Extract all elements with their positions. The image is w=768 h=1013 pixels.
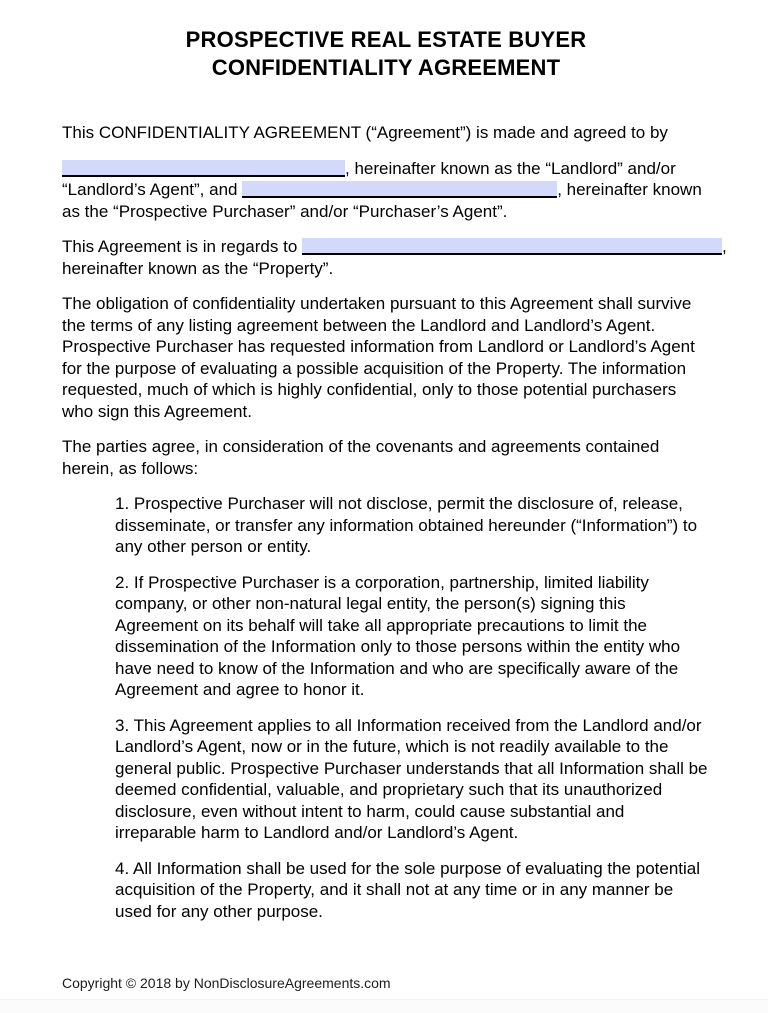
clause-1-text: Prospective Purchaser will not disclose, permit the disclosure of, release, disseminate, or transfer any information obtained hereunder (“Information”) to any other person or entity. (115, 494, 698, 556)
document-title-line1: PROSPECTIVE REAL ESTATE BUYER (185, 27, 587, 52)
property-paragraph (62, 236, 742, 279)
parties-paragraph (62, 158, 710, 223)
clause-3 (62, 715, 710, 844)
clause-1-number: 1. (115, 494, 130, 513)
parties-text-after-landlord: , hereinafter known as the “Landlord” and/or “Landlord’s Agent”, and (62, 158, 676, 199)
intro-paragraph (62, 122, 710, 144)
document-title-line2: CONFIDENTIALITY AGREEMENT (211, 55, 561, 80)
clause-3-text: This Agreement applies to all Information received from the Landlord and/or Landlord’s Agent, now or in the future, which is not readily available to the general public. Prospective Purchaser understands that all Information shall be deemed confidential, valuable, and proprietary such that its unauthorized disclosure, even without intent to harm, could cause substantial and irreparable harm to Landlord and/or Landlord’s Agent. (115, 715, 708, 842)
property-text-after-field: , hereinafter known as the “Property”. (62, 237, 727, 278)
property-description-field[interactable] (302, 238, 722, 255)
landlord-name-field[interactable] (62, 160, 345, 177)
page-bottom-edge (0, 999, 768, 1013)
clause-4 (62, 858, 710, 923)
clause-4-number: 4. (115, 858, 130, 878)
consideration-paragraph (62, 436, 710, 479)
consideration-text: The parties agree, in consideration of the covenants and agreements contained herein, as follows: (62, 437, 660, 478)
obligation-text: The obligation of confidentiality undertaken pursuant to this Agreement shall survive the terms of any listing agreement between the Landlord and Landlord’s Agent. Prospective Purchaser has requested information from Landlord or Landlord’s Agent for the purpose of evaluating a possible acquisition of the Property. The information requested, much of which is highly confidential, only to those potential purchasers who sign this Agreement. (62, 294, 695, 421)
clause-3-number: 3. (115, 715, 130, 735)
clause-2-number: 2. (115, 572, 130, 592)
clause-2-text: If Prospective Purchaser is a corporation, partnership, limited liability company, or other non-natural legal entity, the person(s) signing this Agreement on its behalf will take all appropriate precautions to limit the dissemination of the Information only to those persons within the entity who have need to know of the Information and who are specifically aware of the Agreement and agree to honor it. (115, 572, 681, 699)
property-text-before-field: This Agreement is in regards to (62, 237, 303, 256)
intro-lead-text: This CONFIDENTIALITY AGREEMENT (“Agreement”) is made and agreed to by (62, 123, 668, 142)
clause-1 (62, 493, 710, 558)
purchaser-name-field[interactable] (242, 181, 557, 198)
obligation-paragraph (62, 293, 710, 422)
document-title (62, 26, 710, 82)
copyright-text: Copyright © 2018 by NonDisclosureAgreements.com (62, 975, 391, 991)
parties-text-after-purchaser: , hereinafter known as the “Prospective Purchaser” and/or “Purchaser’s Agent”. (62, 180, 702, 221)
clause-2 (62, 572, 710, 701)
clause-4-text: All Information shall be used for the sole purpose of evaluating the potential acquisition of the Property, and it shall not at any time or in any manner be used for any other purpose. (115, 858, 701, 921)
copyright-footer (62, 974, 391, 992)
